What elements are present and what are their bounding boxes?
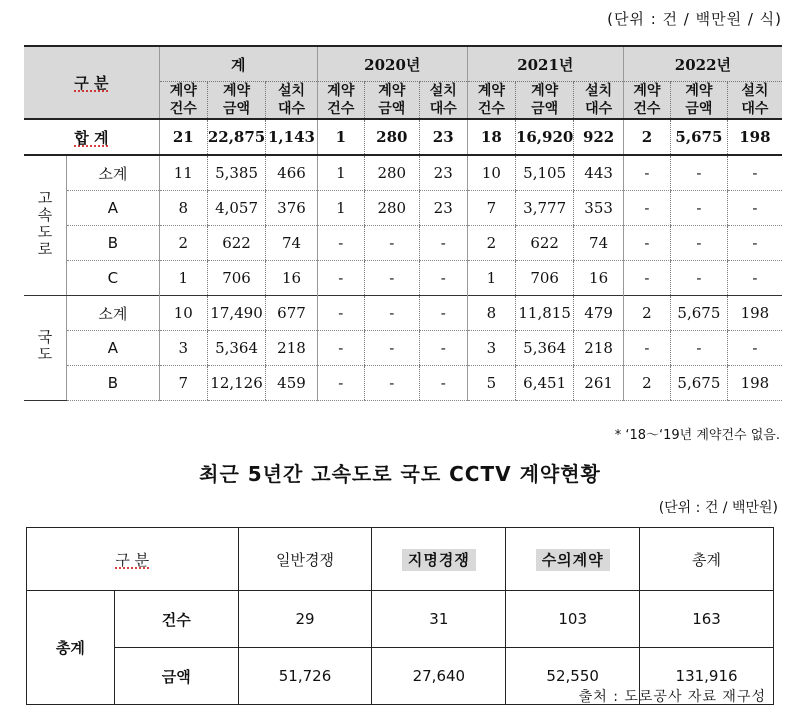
- table-row: [24, 155, 782, 191]
- total-cell: 22,875: [207, 119, 265, 155]
- data-cell: 5,105: [515, 155, 573, 191]
- data-cell: 706: [515, 261, 573, 296]
- data-cell: 479: [574, 296, 623, 331]
- data-cell: -: [727, 226, 782, 261]
- data-cell: 5,364: [207, 331, 265, 366]
- cell-count-general: 29: [238, 591, 372, 648]
- total-cell: 922: [574, 119, 623, 155]
- data-cell: -: [727, 331, 782, 366]
- data-cell: -: [419, 331, 467, 366]
- subheader-cell: [317, 82, 364, 120]
- total-cell: 23: [419, 119, 467, 155]
- cell-amount-total: 131,916: [640, 648, 774, 705]
- total-cell: 18: [467, 119, 515, 155]
- table-row: [24, 331, 782, 366]
- subheader-cell: [623, 82, 670, 120]
- header-private: [506, 528, 640, 591]
- subheader-cell: [574, 82, 623, 120]
- section-label-text: 국도: [35, 329, 54, 363]
- data-cell: -: [317, 261, 364, 296]
- data-cell: 7: [159, 366, 207, 401]
- cell-amount-private: 52,550: [506, 648, 640, 705]
- data-cell: 2: [467, 226, 515, 261]
- subheader-line: 설치: [585, 83, 613, 99]
- subheader-line: 건수: [327, 101, 355, 117]
- data-cell: 622: [515, 226, 573, 261]
- row-label: 소계: [67, 296, 160, 331]
- total-cell: 1,143: [266, 119, 317, 155]
- data-cell: -: [623, 155, 670, 191]
- cell-count-private: 103: [506, 591, 640, 648]
- total-cell: 16,920: [515, 119, 573, 155]
- data-cell: 10: [467, 155, 515, 191]
- data-cell: 280: [364, 191, 419, 226]
- subheader-line: 건수: [169, 101, 197, 117]
- row-label: 소계: [67, 155, 160, 191]
- source-note: 출처 : 도로공사 자료 재구성: [578, 689, 766, 705]
- subheader-line: 금액: [223, 101, 251, 117]
- data-cell: -: [671, 331, 728, 366]
- data-cell: 5,364: [515, 331, 573, 366]
- data-cell: -: [671, 191, 728, 226]
- data-cell: 198: [727, 296, 782, 331]
- header-private-label: 수의계약: [536, 549, 610, 571]
- subheader-line: 금액: [685, 101, 713, 117]
- data-cell: 7: [467, 191, 515, 226]
- data-cell: -: [317, 331, 364, 366]
- data-cell: 2: [623, 366, 670, 401]
- total-label-text: 합 계: [74, 128, 109, 147]
- subheader-line: 건수: [477, 101, 505, 117]
- row-label: A: [67, 331, 160, 366]
- data-cell: -: [364, 331, 419, 366]
- data-cell: -: [317, 296, 364, 331]
- subheader-line: 계약: [531, 83, 559, 99]
- data-cell: -: [364, 226, 419, 261]
- subheader-line: 설치: [277, 83, 306, 99]
- data-cell: 74: [574, 226, 623, 261]
- table-row: [24, 226, 782, 261]
- data-cell: -: [623, 226, 670, 261]
- data-cell: 1: [317, 155, 364, 191]
- data-cell: 218: [266, 331, 317, 366]
- data-cell: 3,777: [515, 191, 573, 226]
- data-cell: 23: [419, 191, 467, 226]
- header-total-label: 총계: [692, 550, 722, 569]
- row-label: A: [67, 191, 160, 226]
- data-cell: 5: [467, 366, 515, 401]
- data-cell: 23: [419, 155, 467, 191]
- data-cell: 1: [317, 191, 364, 226]
- data-cell: -: [671, 261, 728, 296]
- group-header-2020: 2020년: [317, 46, 467, 82]
- cell-count-total: 163: [640, 591, 774, 648]
- data-cell: 3: [467, 331, 515, 366]
- subheader-line: 건수: [633, 101, 661, 117]
- table-row: [24, 191, 782, 226]
- data-cell: 3: [159, 331, 207, 366]
- data-cell: -: [623, 261, 670, 296]
- data-cell: 2: [623, 296, 670, 331]
- subheader-line: 계약: [378, 83, 406, 99]
- table-note: * ‘18～‘19년 계약건수 없음.: [614, 428, 780, 443]
- subheader-line: 대수: [585, 101, 613, 117]
- data-cell: 376: [266, 191, 317, 226]
- table-row: [24, 366, 782, 401]
- subheader-line: 금액: [378, 101, 406, 117]
- corner-label: 구 분: [74, 74, 109, 92]
- cctv-yearly-table: [24, 45, 782, 401]
- data-cell: 622: [207, 226, 265, 261]
- table-row: [24, 261, 782, 296]
- section-label: [24, 296, 67, 401]
- data-cell: 443: [574, 155, 623, 191]
- total-cell: 280: [364, 119, 419, 155]
- data-cell: 261: [574, 366, 623, 401]
- cell-amount-designated: 27,640: [372, 648, 506, 705]
- data-cell: 459: [266, 366, 317, 401]
- section-label: [24, 155, 67, 296]
- data-cell: 5,675: [671, 296, 728, 331]
- data-cell: 2: [159, 226, 207, 261]
- subheader-line: 대수: [429, 101, 457, 117]
- total-row-label: [24, 119, 159, 155]
- data-cell: 8: [467, 296, 515, 331]
- data-cell: -: [727, 191, 782, 226]
- group-header-total: 계: [159, 46, 317, 82]
- subheader-cell: [159, 82, 207, 120]
- data-cell: 16: [574, 261, 623, 296]
- header-total: [640, 528, 774, 591]
- data-cell: -: [317, 226, 364, 261]
- data-cell: 466: [266, 155, 317, 191]
- data-cell: -: [419, 226, 467, 261]
- subheader-line: 계약: [223, 83, 251, 99]
- data-cell: -: [623, 331, 670, 366]
- subheader-cell: [266, 82, 317, 120]
- row-label: B: [67, 226, 160, 261]
- section-title: 최근 5년간 고속도로 국도 CCTV 계약현황: [199, 462, 601, 486]
- subheader-line: 계약: [477, 83, 505, 99]
- cell-count-designated: 31: [372, 591, 506, 648]
- data-cell: -: [623, 191, 670, 226]
- subheader-line: 설치: [741, 83, 769, 99]
- subheader-line: 대수: [277, 101, 306, 117]
- data-cell: 12,126: [207, 366, 265, 401]
- total-cell: 198: [727, 119, 782, 155]
- data-cell: 74: [266, 226, 317, 261]
- row-label: C: [67, 261, 160, 296]
- cell-amount-general: 51,726: [238, 648, 372, 705]
- data-cell: 1: [159, 261, 207, 296]
- total-cell: 21: [159, 119, 207, 155]
- data-cell: -: [364, 261, 419, 296]
- corner-header: [24, 46, 159, 119]
- group-header-2021: 2021년: [467, 46, 623, 82]
- data-cell: -: [419, 366, 467, 401]
- group-label: 총계: [27, 591, 115, 705]
- subheader-line: 금액: [531, 101, 559, 117]
- data-cell: 6,451: [515, 366, 573, 401]
- header-general: [238, 528, 372, 591]
- data-cell: -: [671, 155, 728, 191]
- data-cell: 706: [207, 261, 265, 296]
- total-cell: 1: [317, 119, 364, 155]
- subheader-cell: [419, 82, 467, 120]
- data-cell: -: [671, 226, 728, 261]
- data-cell: 218: [574, 331, 623, 366]
- data-cell: 5,385: [207, 155, 265, 191]
- data-cell: 353: [574, 191, 623, 226]
- subheader-cell: [515, 82, 573, 120]
- subheader-line: 설치: [429, 83, 457, 99]
- corner-header-2: [27, 528, 239, 591]
- data-cell: 8: [159, 191, 207, 226]
- unit-label-top: (단위 : 건 / 백만원 / 식): [607, 10, 782, 28]
- data-cell: 677: [266, 296, 317, 331]
- unit-label-bottom: (단위 : 건 / 백만원): [658, 500, 778, 516]
- data-cell: 17,490: [207, 296, 265, 331]
- header-designated-label: 지명경쟁: [402, 549, 476, 571]
- data-cell: 11,815: [515, 296, 573, 331]
- data-cell: -: [727, 261, 782, 296]
- data-cell: 11: [159, 155, 207, 191]
- header-designated: [372, 528, 506, 591]
- data-cell: 4,057: [207, 191, 265, 226]
- data-cell: -: [317, 366, 364, 401]
- data-cell: -: [419, 296, 467, 331]
- subheader-line: 계약: [327, 83, 355, 99]
- table-row: [24, 296, 782, 331]
- row-label: B: [67, 366, 160, 401]
- subheader-line: 계약: [633, 83, 661, 99]
- data-cell: 10: [159, 296, 207, 331]
- data-cell: 16: [266, 261, 317, 296]
- row-label-count: 건수: [114, 591, 238, 648]
- data-cell: -: [364, 366, 419, 401]
- subheader-cell: [467, 82, 515, 120]
- corner-label-2: 구 분: [115, 550, 150, 569]
- cctv-contract-table: [26, 527, 774, 705]
- data-cell: 280: [364, 155, 419, 191]
- data-cell: -: [727, 155, 782, 191]
- subheader-cell: [671, 82, 728, 120]
- total-cell: 5,675: [671, 119, 728, 155]
- row-label-amount: 금액: [114, 648, 238, 705]
- data-cell: -: [419, 261, 467, 296]
- total-cell: 2: [623, 119, 670, 155]
- data-cell: 5,675: [671, 366, 728, 401]
- section-label-text: 고속도로: [35, 189, 54, 258]
- subheader-cell: [207, 82, 265, 120]
- group-header-2022: 2022년: [623, 46, 782, 82]
- data-cell: -: [364, 296, 419, 331]
- subheader-cell: [364, 82, 419, 120]
- subheader-line: 계약: [169, 83, 197, 99]
- data-cell: 1: [467, 261, 515, 296]
- subheader-line: 계약: [685, 83, 713, 99]
- subheader-line: 대수: [741, 101, 769, 117]
- data-cell: 198: [727, 366, 782, 401]
- subheader-cell: [727, 82, 782, 120]
- header-general-label: 일반경쟁: [276, 550, 334, 569]
